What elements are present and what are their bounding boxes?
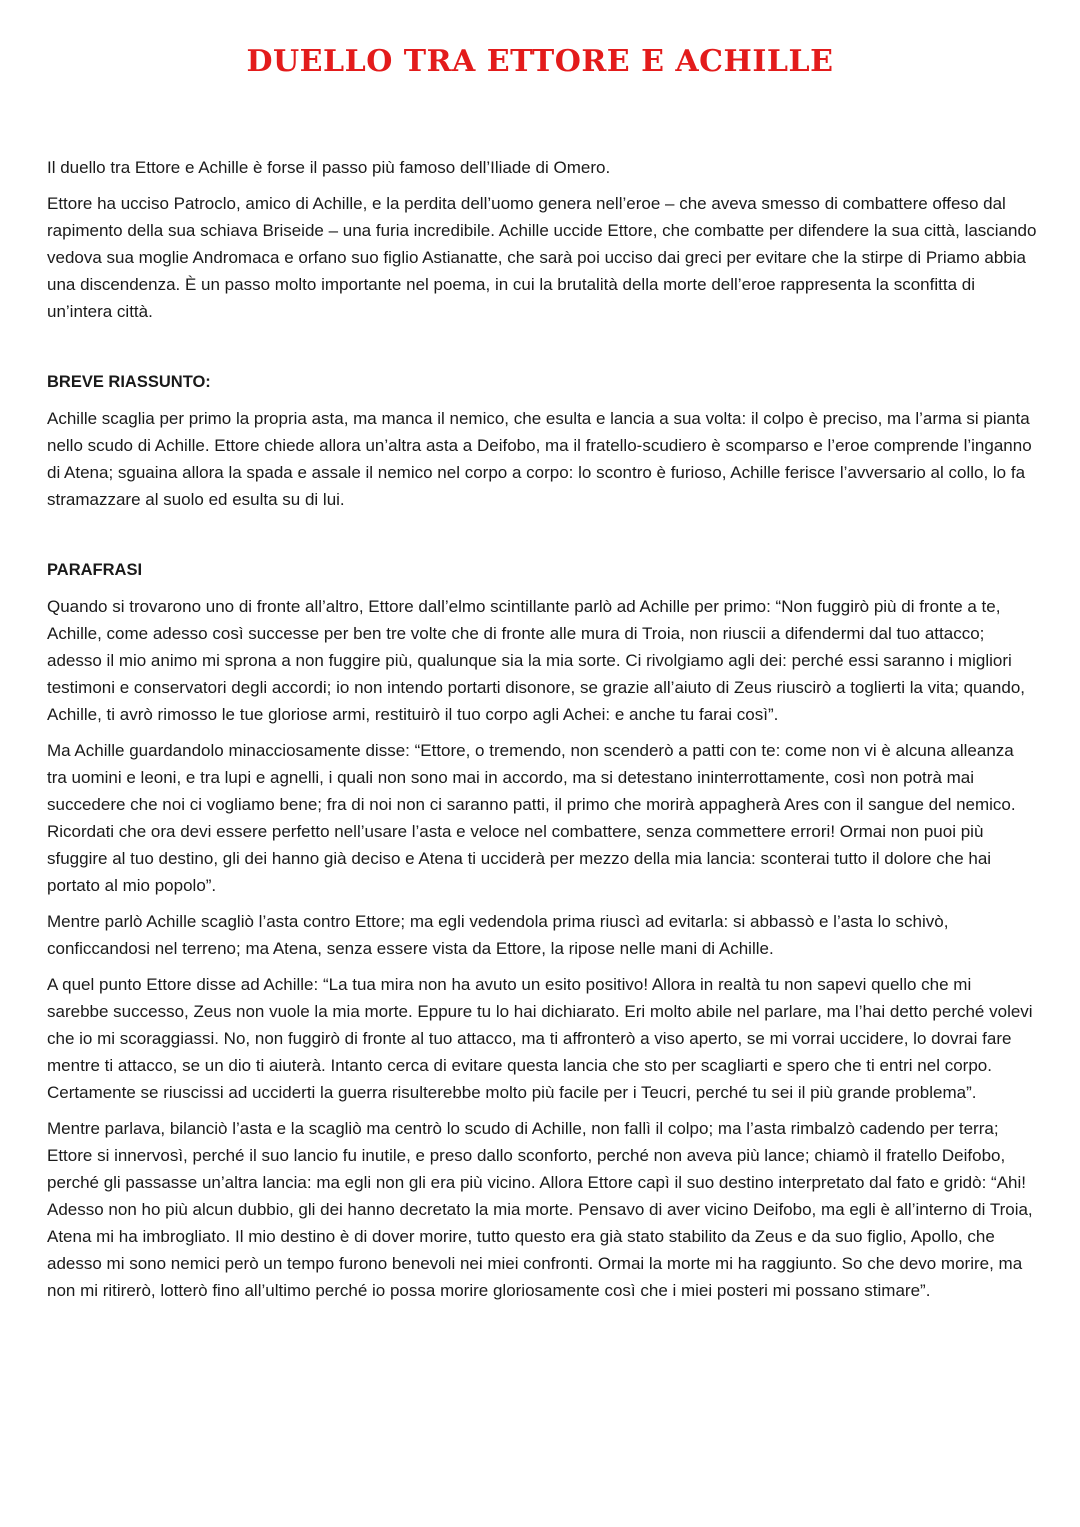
intro-paragraph-1: Il duello tra Ettore e Achille è forse il passo più famoso dell’Iliade di Omero. <box>47 158 611 177</box>
intro-paragraph-2: Ettore ha ucciso Patroclo, amico di Achille, e la perdita dell’uomo genera nell’eroe – che aveva smesso di combattere offeso dal rapimento della sua schiava Briseide – una furia incredibile. Achille uccide Ettore, che combatte per difendere la sua città, lasciando vedova sua moglie Andromaca e orfano suo figlio Astianatte, che sarà poi ucciso dai greci per evitare che la stirpe di Priamo abbia una discendenza. È un passo molto importante nel poema, in cui la brutalità della morte dell’eroe rappresenta la sconfitta di un’intera città. <box>47 194 1037 321</box>
paraphrase-paragraph-2: Ma Achille guardandolo minacciosamente disse: “Ettore, o tremendo, non scenderò a patti con te: come non vi è alcuna alleanza tra uomini e leoni, e tra lupi e agnelli, i quali non sono mai in accordo, ma si detestano ininterrottamente, così non potrà mai succedere che noi ci vogliamo bene; fra di noi non ci saranno patti, il primo che morirà appagherà Ares con il sangue del nemico. Ricordati che ora devi essere perfetto nell’usare l’asta e veloce nel combattere, senza commettere errori! Ormai non puoi più sfuggire al tuo destino, gli dei hanno già deciso e Atena ti ucciderà per mezzo della mia lancia: sconterai tutto il dolore che hai portato al mio popolo”. <box>47 741 1016 895</box>
paraphrase-paragraph-5: Mentre parlava, bilanciò l’asta e la scagliò ma centrò lo scudo di Achille, non fallì il colpo; ma l’asta rimbalzò cadendo per terra; Ettore si innervosì, perché il suo lancio fu inutile, e preso dallo sconforto, perché non aveva più lance; chiamò il fratello Deifobo, perché gli passasse un’altra lancia: ma egli non gli era più vicino. Allora Ettore capì il suo destino interpretato dal fato e gridò: “Ahi! Adesso non ho più alcun dubbio, gli dei hanno decretato la mia morte. Pensavo di aver vicino Deifobo, ma egli è all’interno di Troia, Atena mi ha imbrogliato. Il mio destino è di dover morire, tutto questo era già stato stabilito da Zeus e da suo figlio, Apollo, che adesso mi sono nemici però un tempo furono benevoli nei miei confronti. Ormai la morte mi ha raggiunto. So che devo morire, ma non mi ritirerò, lotterò fino all’ultimo perché io possa morire gloriosamente così che i miei posteri mi possano stimare”. <box>47 1119 1033 1300</box>
paraphrase-paragraph-4: A quel punto Ettore disse ad Achille: “La tua mira non ha avuto un esito positivo! Allora in realtà tu non sapevi quello che mi sarebbe successo, Zeus non vuole la mia morte. Eppure tu lo hai dichiarato. Eri molto abile nel parlare, ma l’hai detto perché volevi che io mi scoraggiassi. No, non fuggirò di fronte al tuo attacco, ma ti affronterò a viso aperto, se mi vorrai uccidere, lo dovrai fare mentre ti attacco, se un dio ti aiuterà. Intanto cerca di evitare questa lancia che sto per scagliarti e spero che ti entri nel corpo. Certamente se riuscissi ad ucciderti la guerra risulterebbe molto più facile per i Teucri, perché tu sei il più grande problema”. <box>47 975 1033 1102</box>
summary-heading: BREVE RIASSUNTO: <box>47 373 211 391</box>
paraphrase-paragraph-3: Mentre parlò Achille scagliò l’asta contro Ettore; ma egli vedendola prima riuscì ad evitarla: si abbassò e l’asta lo schivò, conficcandosi nel terreno; ma Atena, senza essere vista da Ettore, la ripose nelle mani di Achille. <box>47 912 949 958</box>
document-body <box>47 154 1037 1313</box>
paraphrase-heading: PARAFRASI <box>47 561 143 579</box>
document-title: DUELLO TRA ETTORE E ACHILLE <box>246 44 834 79</box>
paraphrase-paragraph-1: Quando si trovarono uno di fronte all’altro, Ettore dall’elmo scintillante parlò ad Achille per primo: “Non fuggirò più di fronte a te, Achille, come adesso così successe per ben tre volte che di fronte alle mura di Troia, non riuscii a difendermi dal tuo attacco; adesso il mio animo mi sprona a non fuggire più, qualunque sia la mia sorte. Ci rivolgiamo agli dei: perché essi saranno i migliori testimoni e conservatori degli accordi; io non intendo portarti disonore, se grazie all’aiuto di Zeus riuscirò a toglierti la vita; quando, Achille, ti avrò rimosso le tue gloriose armi, restituirò il tuo corpo agli Achei: e anche tu farai così”. <box>47 597 1026 724</box>
summary-paragraph: Achille scaglia per primo la propria asta, ma manca il nemico, che esulta e lancia a sua volta: il colpo è preciso, ma l’arma si pianta nello scudo di Achille. Ettore chiede allora un’altra asta a Deifobo, ma il fratello-scudiero è scomparso e l’eroe comprende l’inganno di Atena; sguaina allora la spada e assale il nemico nel corpo a corpo: lo scontro è furioso, Achille ferisce l’avversario al collo, lo fa stramazzare al suolo ed esulta su di lui. <box>47 409 1032 509</box>
